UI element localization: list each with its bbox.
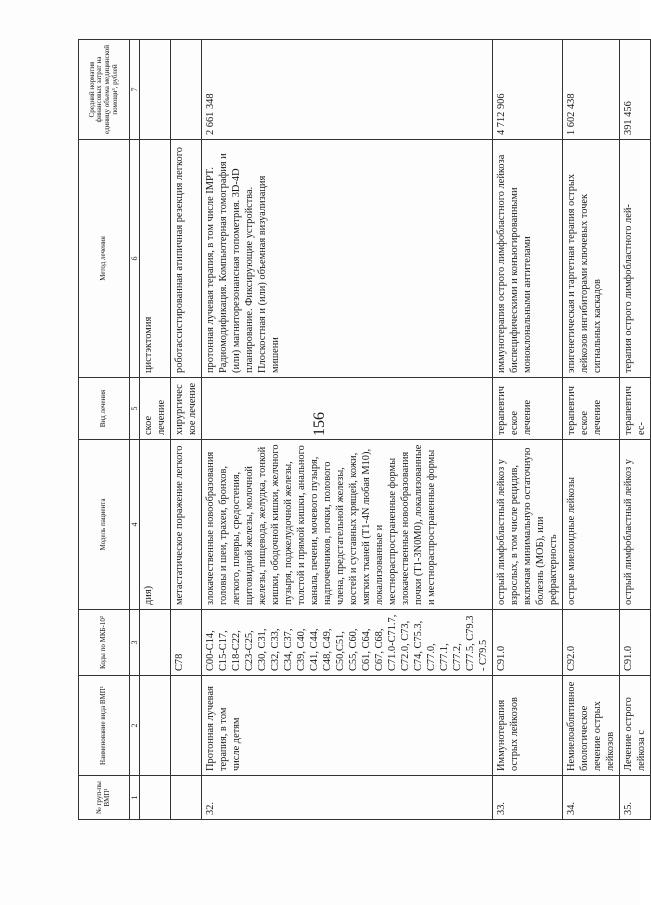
vmp-table: [78, 40, 647, 820]
cell-treatment-method: терапия острого лимфобластного лей-: [620, 140, 651, 378]
cell-average-cost: [140, 40, 171, 140]
cell-group-number: [140, 776, 171, 820]
cell-patient-model: острые миелоидные лейкозы: [563, 440, 620, 610]
cell-group-number: [171, 776, 202, 820]
vmp-table-grid: [78, 39, 651, 820]
cell-patient-model: метастатическое поражение легкого: [171, 440, 202, 610]
cell-icd-codes: C78: [171, 610, 202, 676]
cell-treatment-type: ское лечение: [140, 378, 171, 440]
column-number: 2: [130, 676, 140, 776]
cell-icd-codes: C92.0: [563, 610, 620, 676]
cell-treatment-type: терапевтическое лечение: [493, 378, 563, 440]
cell-treatment-method: эпигенетическая и таргетная терапия острых лейкозов ингибиторами ключевых точек сигнальных каскадов: [563, 140, 620, 378]
cell-group-number: 35.: [620, 776, 651, 820]
cell-patient-model: острый лимфобластный лейкоз у: [620, 440, 651, 610]
column-number-row: [130, 40, 140, 820]
column-number: 6: [130, 140, 140, 378]
table-row: [563, 40, 620, 820]
header-group-number: № груп-пы ВМП¹: [79, 776, 130, 820]
cell-treatment-method: цистэктомия: [140, 140, 171, 378]
column-number: 1: [130, 776, 140, 820]
cell-treatment-method: протонная лучевая терапия, в том числе IMPT. Радиомодификация. Компьютерная томография и (или) магниторезонансная топометрия. 3D-4D планирование. Фиксирующие устройства. Плоскостная и (или) объемная визуализация мишени: [202, 140, 493, 378]
cell-icd-codes: C91.0: [620, 610, 651, 676]
table-row: [171, 40, 202, 820]
page-number: 156: [311, 412, 328, 436]
column-number: 3: [130, 610, 140, 676]
cell-group-number: 34.: [563, 776, 620, 820]
cell-treatment-type: терапевтичес-: [620, 378, 651, 440]
cell-average-cost: 391 456: [620, 40, 651, 140]
cell-treatment-type: [202, 378, 493, 440]
cell-patient-model: острый лимфобластный лейкоз у взрослых, в том числе рецидив, включая минимальную остаточную болезнь (МОБ), или рефрактерность: [493, 440, 563, 610]
header-vmp-name: Наименование вида ВМП¹: [79, 676, 130, 776]
cell-average-cost: 4 712 906: [493, 40, 563, 140]
cell-vmp-name: [140, 676, 171, 776]
header-treatment-type: Вид лечения: [79, 378, 130, 440]
cell-vmp-name: [171, 676, 202, 776]
cell-average-cost: 1 602 438: [563, 40, 620, 140]
header-treatment-method: Метод лечения: [79, 140, 130, 378]
table-row: [202, 40, 493, 820]
cell-vmp-name: Иммунотерапия острых лейкозов: [493, 676, 563, 776]
table-row: [493, 40, 563, 820]
cell-treatment-type: терапевтическое лечение: [563, 378, 620, 440]
column-number: 5: [130, 378, 140, 440]
cell-treatment-method: иммунотерапия острого лимфобластного лейкоза биспецифическими и конъюгированными моноклональными антителами: [493, 140, 563, 378]
cell-vmp-name: Лечение острого лейкоза с: [620, 676, 651, 776]
cell-vmp-name: Протонная лучевая терапия, в том числе детям: [202, 676, 493, 776]
table-header-row: [79, 40, 130, 820]
cell-group-number: 33.: [493, 776, 563, 820]
cell-treatment-type: хирургическое лечение: [171, 378, 202, 440]
header-patient-model: Модель пациента: [79, 440, 130, 610]
column-number: 4: [130, 440, 140, 610]
header-average-cost: Средний норматив финансовых затрат на единицу объема медицинской помощи³, рублей: [79, 40, 130, 140]
cell-average-cost: [171, 40, 202, 140]
cell-group-number: 32.: [202, 776, 493, 820]
cell-treatment-method: роботассистированная атипичная резекция легкого: [171, 140, 202, 378]
cell-patient-model: злокачественные новообразования головы и шеи, трахеи, бронхов, легкого, плевры, средостения, щитовидной железы, молочной железы, пищевода, желудка, тонкой кишки, ободочной кишки, желчного пузыря, поджелудочной железы, толстой и прямой кишки, анального канала, печени, мочевого пузыря, надпочечников, почки, полового члена, предстательной железы, костей и суставных хрящей, кожи, мягких тканей (T1-4N любая M10), локализованные и местнораспространенные формы злокачественные новообразования почки (T1-3N0M0), локализованные и местнораспространенные формы: [202, 440, 493, 610]
cell-patient-model: дия): [140, 440, 171, 610]
column-number: 7: [130, 40, 140, 140]
cell-average-cost: 2 661 348: [202, 40, 493, 140]
header-icd-codes: Коды по МКБ-10²: [79, 610, 130, 676]
cell-icd-codes: [140, 610, 171, 676]
table-row: [140, 40, 171, 820]
table-row: [620, 40, 651, 820]
cell-vmp-name: Немиелоаблятивное биологическое лечение острых лейкозов: [563, 676, 620, 776]
cell-icd-codes: C00-C14, C15-C17, C18-C22, C23-C25, C30, C31, C32, C33, C34, C37, C39, C40, C41, C44, C48, C49, C50,C51, C55, C60, C61, C64, C67, C68, C71.0-C71.7, C72.0, C73, C74, C75.3, C77.0, C77.1, C77.2, C77.5, C79.3 - C79.5: [202, 610, 493, 676]
cell-icd-codes: C91.0: [493, 610, 563, 676]
